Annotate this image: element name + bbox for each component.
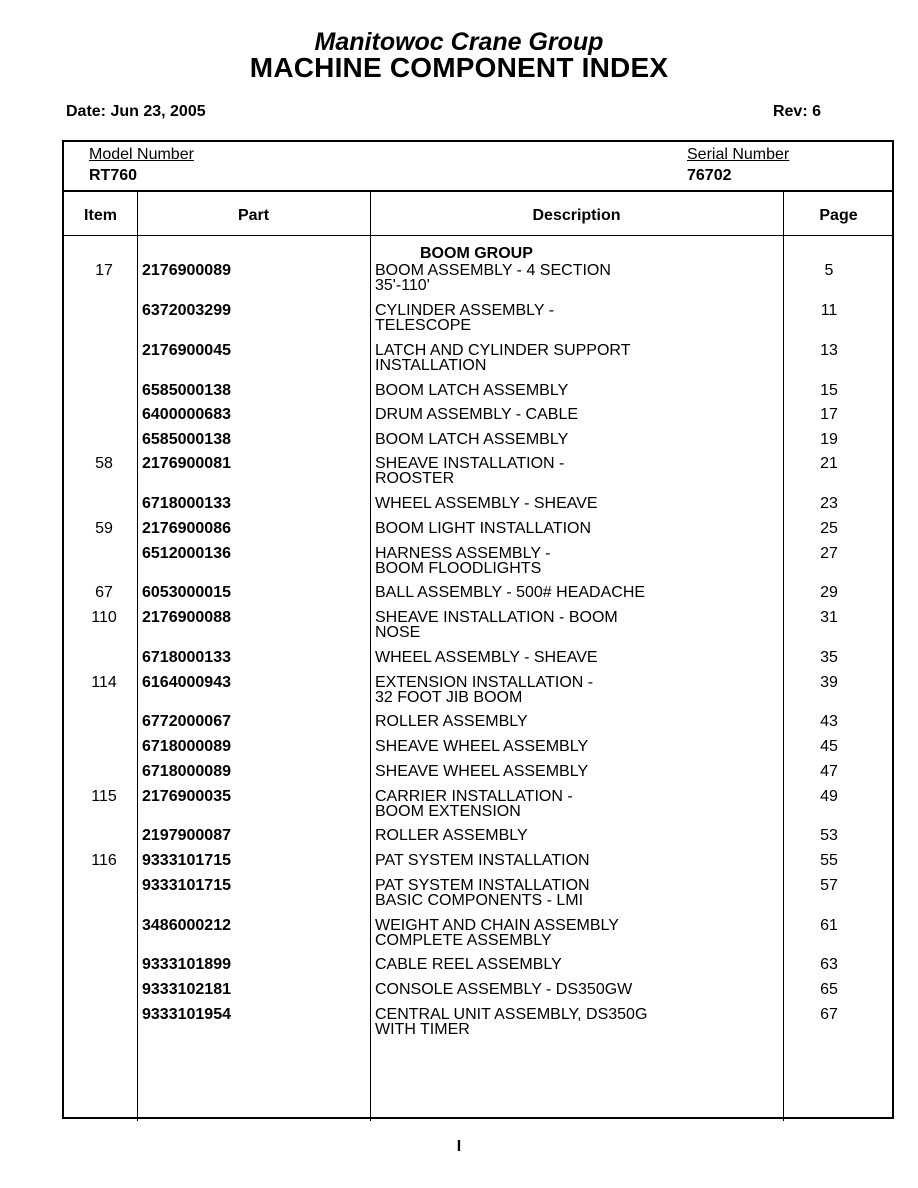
group-heading: BOOM GROUP (420, 245, 533, 262)
table-row (62, 302, 894, 334)
item-number: 58 (95, 455, 113, 472)
part-description: CARRIER INSTALLATION - BOOM EXTENSION (375, 788, 573, 820)
part-description: HARNESS ASSEMBLY - BOOM FLOODLIGHTS (375, 545, 551, 577)
document-date: Date: Jun 23, 2005 (66, 103, 206, 120)
part-description: BOOM LIGHT INSTALLATION (375, 520, 592, 537)
part-description: PAT SYSTEM INSTALLATION BASIC COMPONENTS - LMI (375, 877, 590, 909)
table-row (62, 585, 894, 605)
part-number: 2176900086 (142, 520, 231, 537)
part-number: 6585000138 (142, 431, 231, 448)
part-description: BOOM ASSEMBLY - 4 SECTION 35'-110' (375, 262, 611, 294)
part-description: SHEAVE WHEEL ASSEMBLY (375, 738, 589, 755)
page-reference: 49 (820, 788, 838, 805)
part-description: BOOM LATCH ASSEMBLY (375, 431, 569, 448)
item-number: 115 (91, 788, 117, 805)
item-number: 114 (91, 674, 117, 691)
table-row (62, 521, 894, 541)
column-header-part: Part (237, 207, 270, 224)
page-reference: 65 (820, 981, 838, 998)
model-number-value: RT760 (89, 167, 138, 184)
page-number: I (456, 1138, 462, 1155)
part-description: CONSOLE ASSEMBLY - DS350GW (375, 981, 633, 998)
page-reference: 5 (824, 262, 834, 279)
table-row (62, 650, 894, 670)
table-row (62, 739, 894, 759)
part-number: 6718000133 (142, 649, 231, 666)
table-row (62, 853, 894, 873)
part-description: CENTRAL UNIT ASSEMBLY, DS350G WITH TIMER (375, 1006, 648, 1038)
part-description: EXTENSION INSTALLATION - 32 FOOT JIB BOOM (375, 674, 594, 706)
table-row (62, 877, 894, 909)
table-row (62, 262, 894, 294)
page-reference: 61 (820, 917, 838, 934)
part-number: 2176900088 (142, 609, 231, 626)
part-number: 6718000089 (142, 763, 231, 780)
table-row (62, 674, 894, 706)
page-reference: 39 (820, 674, 838, 691)
part-number: 6164000943 (142, 674, 231, 691)
table-row (62, 545, 894, 577)
item-number: 17 (95, 262, 113, 279)
item-number: 67 (95, 584, 113, 601)
column-header-item: Item (84, 207, 117, 224)
part-description: ROLLER ASSEMBLY (375, 827, 528, 844)
page-reference: 11 (820, 302, 838, 319)
table-row (62, 788, 894, 820)
table-row (62, 714, 894, 734)
table-row (62, 342, 894, 374)
table-row (62, 455, 894, 487)
column-header-page: Page (819, 207, 858, 224)
page-reference: 43 (820, 713, 838, 730)
page-reference: 63 (820, 956, 838, 973)
page-reference: 25 (820, 520, 838, 537)
part-number: 9333101954 (142, 1006, 231, 1023)
document-revision: Rev: 6 (772, 103, 821, 120)
part-description: WHEEL ASSEMBLY - SHEAVE (375, 495, 598, 512)
part-description: CABLE REEL ASSEMBLY (375, 956, 562, 973)
part-description: PAT SYSTEM INSTALLATION (375, 852, 590, 869)
part-description: SHEAVE INSTALLATION - ROOSTER (375, 455, 565, 487)
part-number: 9333101715 (142, 852, 231, 869)
column-header-description: Description (532, 207, 621, 224)
table-row (62, 432, 894, 452)
part-number: 6585000138 (142, 382, 231, 399)
part-number: 6718000133 (142, 495, 231, 512)
serial-number-value: 76702 (687, 167, 732, 184)
part-number: 2176900045 (142, 342, 231, 359)
part-description: SHEAVE WHEEL ASSEMBLY (375, 763, 589, 780)
page-reference: 15 (820, 382, 838, 399)
table-row (62, 1006, 894, 1038)
page-reference: 13 (820, 342, 838, 359)
part-number: 9333102181 (142, 981, 231, 998)
part-description: CYLINDER ASSEMBLY - TELESCOPE (375, 302, 555, 334)
part-number: 6512000136 (142, 545, 231, 562)
page-reference: 45 (820, 738, 838, 755)
company-name: Manitowoc Crane Group (314, 28, 604, 56)
part-description: WHEEL ASSEMBLY - SHEAVE (375, 649, 598, 666)
page-reference: 23 (820, 495, 838, 512)
page-reference: 35 (820, 649, 838, 666)
part-number: 6718000089 (142, 738, 231, 755)
page-reference: 17 (820, 406, 838, 423)
part-description: DRUM ASSEMBLY - CABLE (375, 406, 579, 423)
part-description: WEIGHT AND CHAIN ASSEMBLY COMPLETE ASSEMBLY (375, 917, 619, 949)
part-description: ROLLER ASSEMBLY (375, 713, 528, 730)
column-header-divider (64, 235, 892, 236)
table-row (62, 496, 894, 516)
table-row (62, 407, 894, 427)
table-row (62, 609, 894, 641)
page-reference: 55 (820, 852, 838, 869)
part-number: 2176900089 (142, 262, 231, 279)
model-number-label: Model Number (89, 146, 194, 163)
document-title: MACHINE COMPONENT INDEX (249, 52, 669, 83)
page-reference: 27 (820, 545, 838, 562)
item-number: 116 (91, 852, 117, 869)
part-number: 6772000067 (142, 713, 231, 730)
part-number: 9333101715 (142, 877, 231, 894)
part-description: BALL ASSEMBLY - 500# HEADACHE (375, 584, 646, 601)
part-number: 6400000683 (142, 406, 231, 423)
table-row (62, 828, 894, 848)
part-number: 2176900081 (142, 455, 231, 472)
page-reference: 21 (820, 455, 838, 472)
header-divider (64, 190, 892, 192)
part-description: LATCH AND CYLINDER SUPPORT INSTALLATION (375, 342, 631, 374)
page-reference: 53 (820, 827, 838, 844)
part-number: 9333101899 (142, 956, 231, 973)
part-number: 2197900087 (142, 827, 231, 844)
page-reference: 19 (820, 431, 838, 448)
page-reference: 57 (820, 877, 838, 894)
part-number: 3486000212 (142, 917, 231, 934)
table-row (62, 957, 894, 977)
page-reference: 29 (820, 584, 838, 601)
page-reference: 67 (820, 1006, 838, 1023)
part-number: 6053000015 (142, 584, 231, 601)
table-row (62, 982, 894, 1002)
table-row (62, 764, 894, 784)
page-reference: 47 (820, 763, 838, 780)
item-number: 59 (95, 520, 113, 537)
table-row (62, 383, 894, 403)
serial-number-label: Serial Number (687, 146, 790, 163)
part-description: BOOM LATCH ASSEMBLY (375, 382, 569, 399)
part-number: 6372003299 (142, 302, 231, 319)
part-description: SHEAVE INSTALLATION - BOOM NOSE (375, 609, 618, 641)
part-number: 2176900035 (142, 788, 231, 805)
item-number: 110 (91, 609, 117, 626)
table-row (62, 917, 894, 949)
page-reference: 31 (820, 609, 838, 626)
